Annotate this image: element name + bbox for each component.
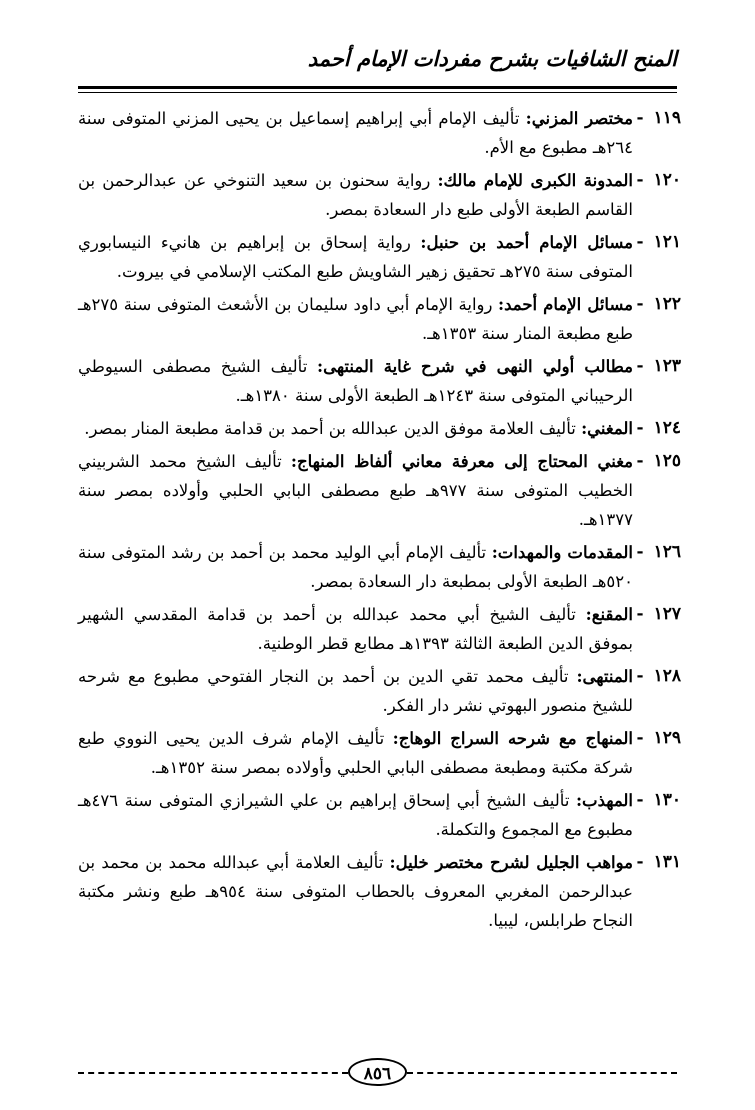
running-header: المنح الشافيات بشرح مفردات الإمام أحمد bbox=[307, 46, 677, 71]
entry-dash: - bbox=[636, 728, 644, 748]
entry-dash: - bbox=[636, 232, 644, 252]
entry-number: ١٢٢ bbox=[653, 294, 681, 314]
page-footer bbox=[78, 1058, 677, 1088]
entry-dash: - bbox=[636, 852, 644, 872]
entry-text: رواية الإمام أبي داود سليمان بن الأشعث المتوفى سنة ٢٧٥هـ طبع مطبعة المنار سنة ١٣٥٣هـ. bbox=[78, 295, 633, 343]
entry-title: المقدمات والمهدات: bbox=[491, 543, 633, 562]
entry-body bbox=[78, 538, 633, 596]
bibliography-entry bbox=[78, 662, 681, 720]
bibliography-entry bbox=[78, 414, 681, 443]
bibliography-entry bbox=[78, 104, 681, 162]
entry-body bbox=[78, 600, 633, 658]
bibliography-entry bbox=[78, 352, 681, 410]
bibliography-entry bbox=[78, 166, 681, 224]
entry-text: تأليف الشيخ أبي إسحاق إبراهيم بن علي الشيرازي المتوفى سنة ٤٧٦هـ مطبوع مع المجموع والتكملة. bbox=[78, 791, 633, 839]
entry-dash: - bbox=[636, 666, 644, 686]
entry-text: تأليف الإمام أبي إبراهيم إسماعيل بن يحيى المزني المتوفى سنة ٢٦٤هـ مطبوع مع الأم. bbox=[78, 109, 633, 157]
footer-dashed-rule-right bbox=[407, 1072, 677, 1074]
entry-body bbox=[78, 447, 633, 534]
entry-title: مغني المحتاج إلى معرفة معاني ألفاظ المنهاج: bbox=[290, 452, 634, 471]
entry-body bbox=[78, 414, 633, 443]
entry-body bbox=[78, 104, 633, 162]
entry-text: رواية إسحاق بن إبراهيم بن هانيء النيسابوري المتوفى سنة ٢٧٥هـ تحقيق زهير الشاويش طبع المكتب الإسلامي في بيروت. bbox=[78, 233, 633, 281]
entry-title: المهذب: bbox=[575, 791, 633, 810]
entry-number: ١٢٠ bbox=[653, 170, 681, 190]
entry-text: تأليف الإمام أبي الوليد محمد بن أحمد بن رشد المتوفى سنة ٥٢٠هـ الطبعة الأولى بمطبعة دار السعادة بمصر. bbox=[78, 543, 633, 591]
entry-dash: - bbox=[636, 356, 644, 376]
entry-title: المنهاج مع شرحه السراج الوهاج: bbox=[392, 729, 633, 748]
entry-dash: - bbox=[636, 451, 644, 471]
entry-text: تأليف العلامة موفق الدين عبدالله بن أحمد بن قدامة مطبعة المنار بمصر. bbox=[84, 419, 582, 438]
footer-dashed-rule-left bbox=[78, 1072, 348, 1074]
entry-dash: - bbox=[636, 294, 644, 314]
bibliography-list bbox=[78, 104, 681, 939]
bibliography-entry bbox=[78, 724, 681, 782]
entry-dash: - bbox=[636, 170, 644, 190]
entry-number: ١٢٣ bbox=[653, 356, 681, 376]
entry-number: ١٣١ bbox=[653, 852, 681, 872]
entry-title: المقنع: bbox=[585, 605, 633, 624]
entry-text: تأليف الإمام شرف الدين يحيى النووي طبع شركة مكتبة ومطبعة مصطفى البابي الحلبي وأولاده بمصر سنة ١٣٥٢هـ. bbox=[78, 729, 633, 777]
bibliography-entry bbox=[78, 600, 681, 658]
header-rule-thin bbox=[78, 92, 677, 93]
entry-dash: - bbox=[636, 418, 644, 438]
entry-title: المدونة الكبرى للإمام مالك: bbox=[437, 171, 633, 190]
bibliography-entry bbox=[78, 848, 681, 935]
entry-text: تأليف العلامة أبي عبدالله محمد بن محمد بن عبدالرحمن المغربي المعروف بالحطاب المتوفى سنة ٩٥٤هـ طبع ونشر مكتبة النجاح طرابلس، ليبيا. bbox=[78, 853, 633, 930]
entry-text: تأليف محمد تقي الدين بن أحمد بن النجار الفتوحي مطبوع مع شرحه للشيخ منصور البهوتي نشر دار الفكر. bbox=[78, 667, 633, 715]
entry-body bbox=[78, 352, 633, 410]
entry-title: المغني: bbox=[581, 419, 633, 438]
entry-number: ١٢٦ bbox=[653, 542, 681, 562]
entry-body bbox=[78, 786, 633, 844]
entry-number: ١٢٧ bbox=[653, 604, 681, 624]
entry-text: تأليف الشيخ محمد الشربيني الخطيب المتوفى سنة ٩٧٧هـ طبع مصطفى البابي الحلبي وأولاده بمصر سنة ١٣٧٧هـ. bbox=[78, 452, 633, 529]
entry-text: رواية سحنون بن سعيد التنوخي عن عبدالرحمن بن القاسم الطبعة الأولى طبع دار السعادة بمصر. bbox=[78, 171, 633, 219]
entry-number: ١٢٨ bbox=[653, 666, 681, 686]
entry-number: ١٢٥ bbox=[653, 451, 681, 471]
entry-number: ١٢٩ bbox=[653, 728, 681, 748]
entry-dash: - bbox=[636, 542, 644, 562]
page-number: ٨٥٦ bbox=[348, 1058, 407, 1086]
entry-title: مواهب الجليل لشرح مختصر خليل: bbox=[389, 853, 633, 872]
entry-body bbox=[78, 724, 633, 782]
bibliography-entry bbox=[78, 290, 681, 348]
entry-dash: - bbox=[636, 790, 644, 810]
entry-title: المنتهى: bbox=[576, 667, 633, 686]
entry-dash: - bbox=[636, 108, 644, 128]
entry-number: ١٢٤ bbox=[653, 418, 681, 438]
entry-number: ١١٩ bbox=[653, 108, 681, 128]
entry-title: مسائل الإمام أحمد بن حنبل: bbox=[420, 233, 634, 252]
header-rule-thick bbox=[78, 86, 677, 89]
entry-body bbox=[78, 848, 633, 935]
entry-title: مطالب أولي النهى في شرح غاية المنتهى: bbox=[316, 357, 633, 376]
bibliography-entry bbox=[78, 447, 681, 534]
entry-title: مختصر المزني: bbox=[525, 109, 633, 128]
entry-body bbox=[78, 228, 633, 286]
entry-title: مسائل الإمام أحمد: bbox=[498, 295, 633, 314]
entry-text: تأليف الشيخ أبي محمد عبدالله بن أحمد بن قدامة المقدسي الشهير بموفق الدين الطبعة الثالثة ١٣٩٣هـ مطابع قطر الوطنية. bbox=[78, 605, 633, 653]
entry-dash: - bbox=[636, 604, 644, 624]
bibliography-entry bbox=[78, 228, 681, 286]
entry-body bbox=[78, 290, 633, 348]
bibliography-entry bbox=[78, 538, 681, 596]
bibliography-entry bbox=[78, 786, 681, 844]
entry-body bbox=[78, 662, 633, 720]
entry-number: ١٢١ bbox=[653, 232, 681, 252]
entry-text: تأليف الشيخ مصطفى السيوطي الرحيباني المتوفى سنة ١٢٤٣هـ الطبعة الأولى سنة ١٣٨٠هـ. bbox=[78, 357, 633, 405]
entry-body bbox=[78, 166, 633, 224]
entry-number: ١٣٠ bbox=[653, 790, 681, 810]
